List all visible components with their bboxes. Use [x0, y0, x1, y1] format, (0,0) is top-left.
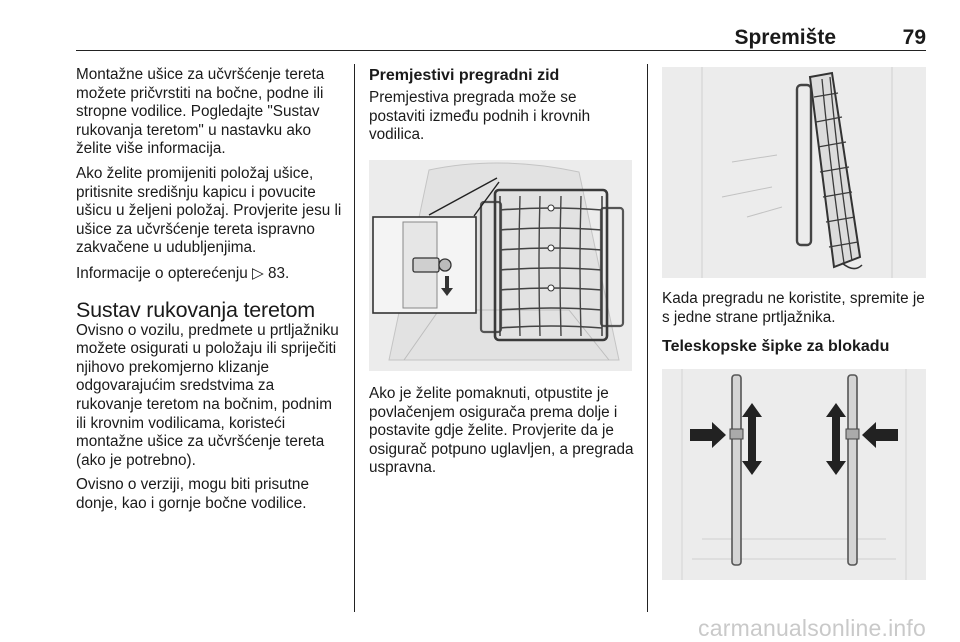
page-number: 79 [902, 26, 926, 49]
paragraph: Premjestiva pregrada može se postaviti između podnih i krovnih vodilica. [369, 89, 591, 144]
stored-partition-illustration [662, 67, 926, 278]
paragraph: Ako želite promijeniti položaj ušice, pritisnite središnju kapicu i povucite ušicu u željeni položaj. Provjerite jesu li ušice za učvršćenje tereta ispravno zakvačene u udubljenjima. [76, 164, 342, 257]
section-title: Spremište [734, 26, 836, 49]
column-left [76, 66, 344, 519]
reference-text: Informacije o opterećenju [76, 264, 248, 282]
reference-link[interactable]: 83. [268, 264, 290, 282]
paragraph [76, 264, 344, 284]
paragraph: Ovisno o vozilu, predmete u prtljažniku možete osigurati u položaju ili spriječiti njihovo prekomjerno klizanje odgovarajućim sredstvima za rukovanje teretom na bočnim, podnim ili krovnim vodilicama, koristeći montažne ušice za učvršćenje tereta (ako je potrebno). [76, 321, 339, 469]
partition-net-drawing [369, 160, 632, 371]
paragraph: Montažne ušice za učvršćenje tereta možete pričvrstiti na bočne, podne ili stropne vodilice. Pogledajte "Sustav rukovanja teretom" u nastavku ako želite više informacija. [76, 66, 325, 158]
telescopic-poles-illustration [662, 369, 926, 580]
column-right [662, 290, 928, 360]
partition-net-illustration [369, 160, 632, 371]
page-reference-arrow-icon: ▷ [252, 263, 264, 282]
column-middle-lower [369, 385, 635, 484]
subsection-heading: Teleskopske šipke za blokadu [662, 338, 890, 356]
page-header [76, 0, 926, 51]
column-divider [354, 64, 355, 612]
telescopic-poles-drawing [662, 369, 926, 580]
paragraph: Kada pregradu ne koristite, spremite je s jedne strane prtljažnika. [662, 290, 925, 326]
column-middle [369, 66, 635, 151]
watermark-text: carmanualsonline.info [698, 615, 926, 641]
paragraph: Ako je želite pomaknuti, otpustite je povlačenjem osigurača prema dolje i postavite gdje želite. Provjerite da je osigurač potpuno uglavljen, a pregrada uspravna. [369, 385, 634, 477]
stored-partition-drawing [662, 67, 926, 278]
subsection-heading: Premjestivi pregradni zid [369, 67, 560, 84]
column-divider [647, 64, 648, 612]
section-heading: Sustav rukovanja teretom [76, 297, 315, 322]
paragraph: Ovisno o verziji, mogu biti prisutne donje, kao i gornje bočne vodilice. [76, 476, 309, 512]
